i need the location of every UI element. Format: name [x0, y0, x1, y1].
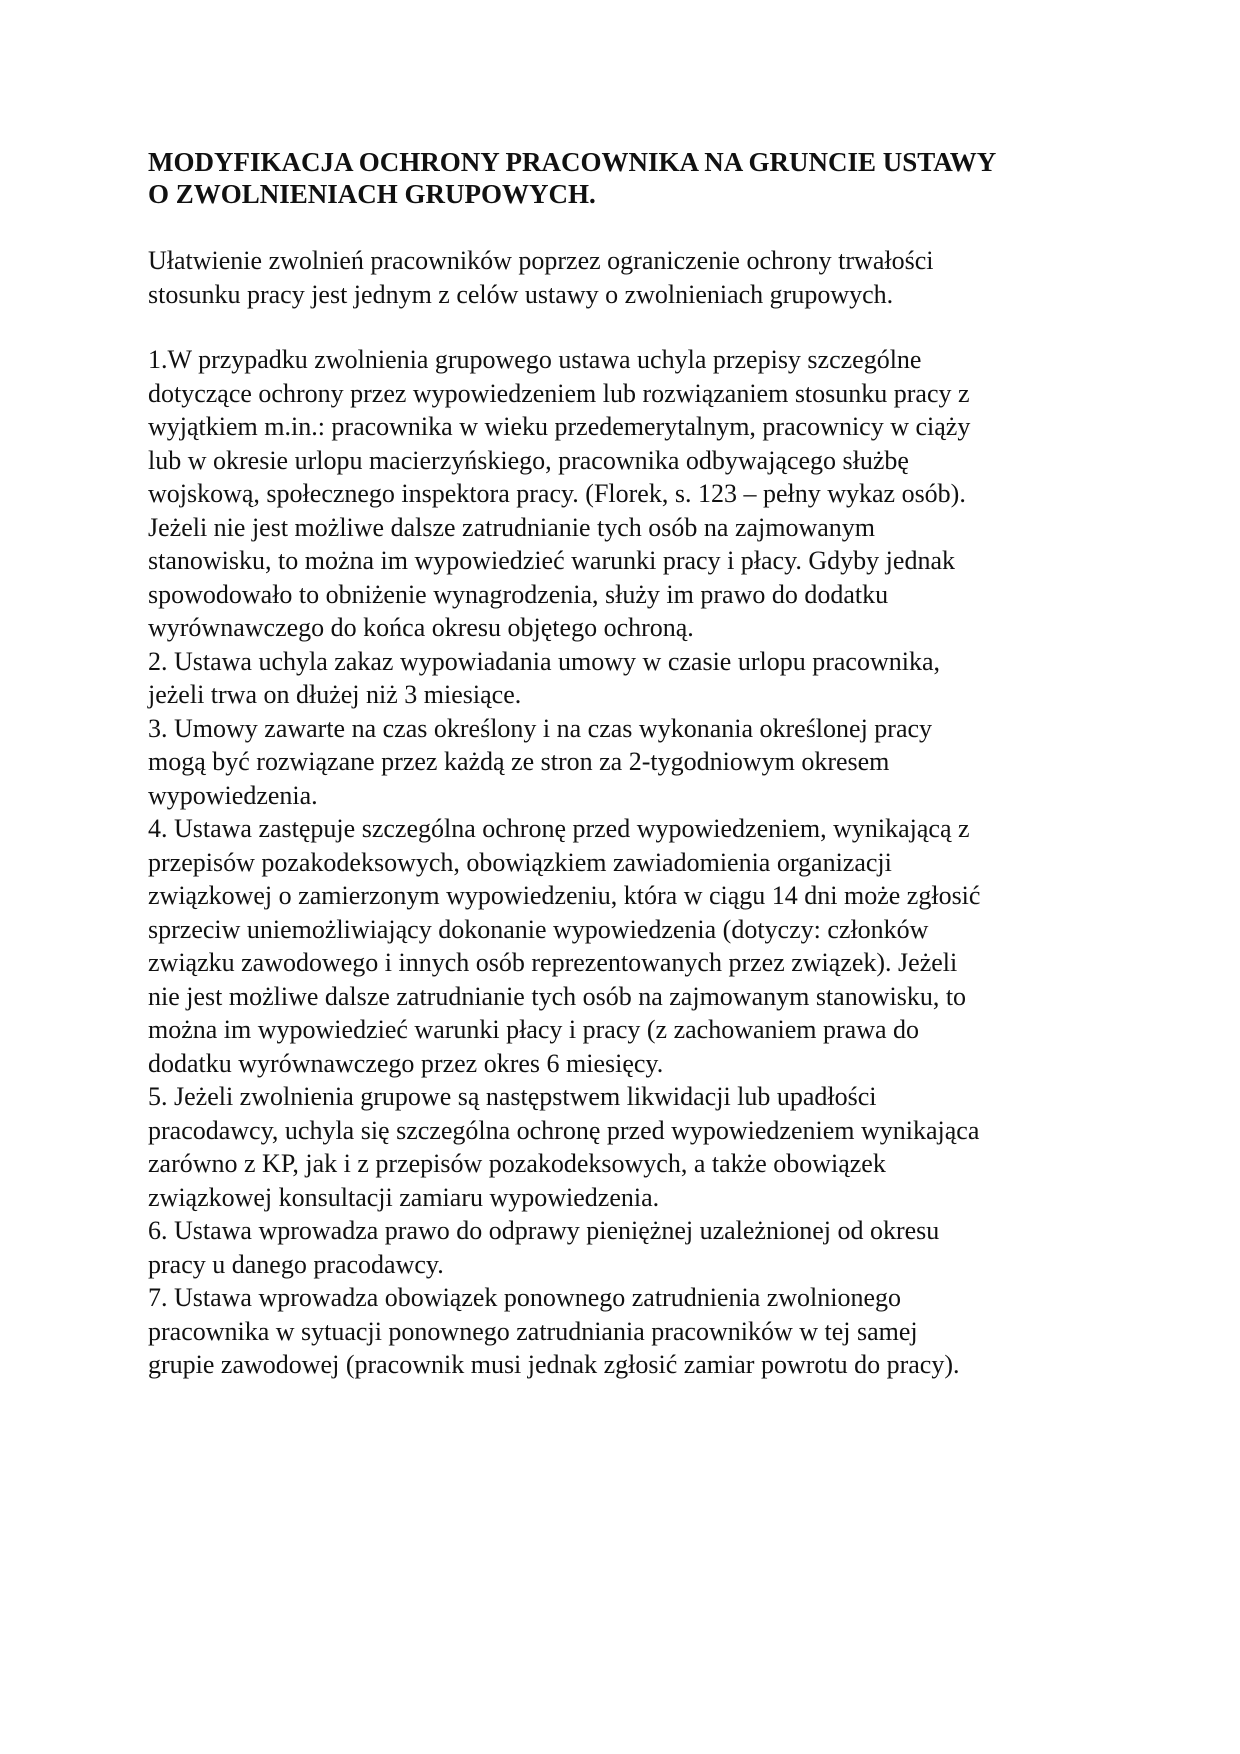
point-line: związkowej konsultacji zamiaru wypowiedzenia. [148, 1182, 660, 1212]
point-line: związkowej o zamierzonym wypowiedzeniu, która w ciągu 14 dni może zgłosić [148, 881, 981, 910]
point-line: pracy u danego pracodawcy. [148, 1249, 444, 1279]
point-line: grupie zawodowej (pracownik musi jednak zgłosić zamiar powrotu do pracy). [148, 1350, 960, 1379]
point-line: wojskową, społecznego inspektora pracy. (Florek, s. 123 – pełny wykaz osób). [148, 479, 966, 508]
point-line: można im wypowiedzieć warunki płacy i pracy (z zachowaniem prawa do [148, 1015, 920, 1044]
point-line: 1.W przypadku zwolnienia grupowego ustawa uchyla przepisy szczególne [148, 345, 922, 374]
point-line: związku zawodowego i innych osób reprezentowanych przez związek). Jeżeli [148, 948, 958, 977]
intro-line: Ułatwienie zwolnień pracowników poprzez ograniczenie ochrony trwałości [148, 246, 934, 275]
point-line: dodatku wyrównawczego przez okres 6 miesięcy. [148, 1048, 664, 1078]
point-line: 3. Umowy zawarte na czas określony i na czas wykonania określonej pracy [148, 713, 933, 743]
point-line: przepisów pozakodeksowych, obowiązkiem zawiadomienia organizacji [148, 847, 892, 877]
point-line: spowodowało to obniżenie wynagrodzenia, służy im prawo do dodatku [148, 579, 889, 609]
intro-paragraph [148, 244, 1088, 311]
point-line: pracodawcy, uchyla się szczególna ochronę przed wypowiedzeniem wynikająca [148, 1115, 980, 1145]
point-line: Jeżeli nie jest możliwe dalsze zatrudnianie tych osób na zajmowanym [148, 512, 876, 542]
point-line: nie jest możliwe dalsze zatrudnianie tych osób na zajmowanym stanowisku, to [148, 981, 967, 1011]
intro-line: stosunku pracy jest jednym z celów ustawy o zwolnieniach grupowych. [148, 279, 894, 309]
point-line: jeżeli trwa on dłużej niż 3 miesiące. [148, 680, 522, 709]
point-1 [148, 343, 1088, 645]
point-line: zarówno z KP, jak i z przepisów pozakodeksowych, a także obowiązek [148, 1149, 886, 1178]
point-line: 7. Ustawa wprowadza obowiązek ponownego zatrudnienia zwolnionego [148, 1283, 902, 1312]
point-line: wyjątkiem m.in.: pracownika w wieku przedemerytalnym, pracownicy w ciąży [148, 412, 971, 441]
point-6 [148, 1214, 1088, 1281]
point-2 [148, 645, 1088, 712]
point-line: sprzeciw uniemożliwiający dokonanie wypowiedzenia (dotyczy: członków [148, 914, 929, 944]
point-line: wypowiedzenia. [148, 780, 318, 810]
point-4 [148, 812, 1088, 1080]
document-title [148, 146, 1088, 210]
point-line: 2. Ustawa uchyla zakaz wypowiadania umowy w czasie urlopu pracownika, [148, 646, 940, 676]
document-page [148, 146, 1088, 1382]
point-line: stanowisku, to można im wypowiedzieć warunki pracy i płacy. Gdyby jednak [148, 546, 955, 575]
point-line: lub w okresie urlopu macierzyńskiego, pracownika odbywającego służbę [148, 445, 909, 475]
title-line: O ZWOLNIENIACH GRUPOWYCH. [148, 179, 596, 209]
point-line: pracownika w sytuacji ponownego zatrudniania pracowników w tej samej [148, 1316, 918, 1346]
point-line: 5. Jeżeli zwolnienia grupowe są następstwem likwidacji lub upadłości [148, 1082, 877, 1111]
point-3 [148, 712, 1088, 813]
point-line: 4. Ustawa zastępuje szczególna ochronę przed wypowiedzeniem, wynikającą z [148, 814, 970, 843]
point-line: mogą być rozwiązane przez każdą ze stron za 2-tygodniowym okresem [148, 747, 890, 776]
point-line: dotyczące ochrony przez wypowiedzeniem lub rozwiązaniem stosunku pracy z [148, 378, 970, 408]
point-7 [148, 1281, 1088, 1382]
title-line: MODYFIKACJA OCHRONY PRACOWNIKA NA GRUNCIE USTAWY [148, 147, 997, 177]
point-5 [148, 1080, 1088, 1214]
point-line: 6. Ustawa wprowadza prawo do odprawy pieniężnej uzależnionej od okresu [148, 1216, 940, 1245]
points-list [148, 343, 1088, 1382]
point-line: wyrównawczego do końca okresu objętego ochroną. [148, 613, 694, 642]
